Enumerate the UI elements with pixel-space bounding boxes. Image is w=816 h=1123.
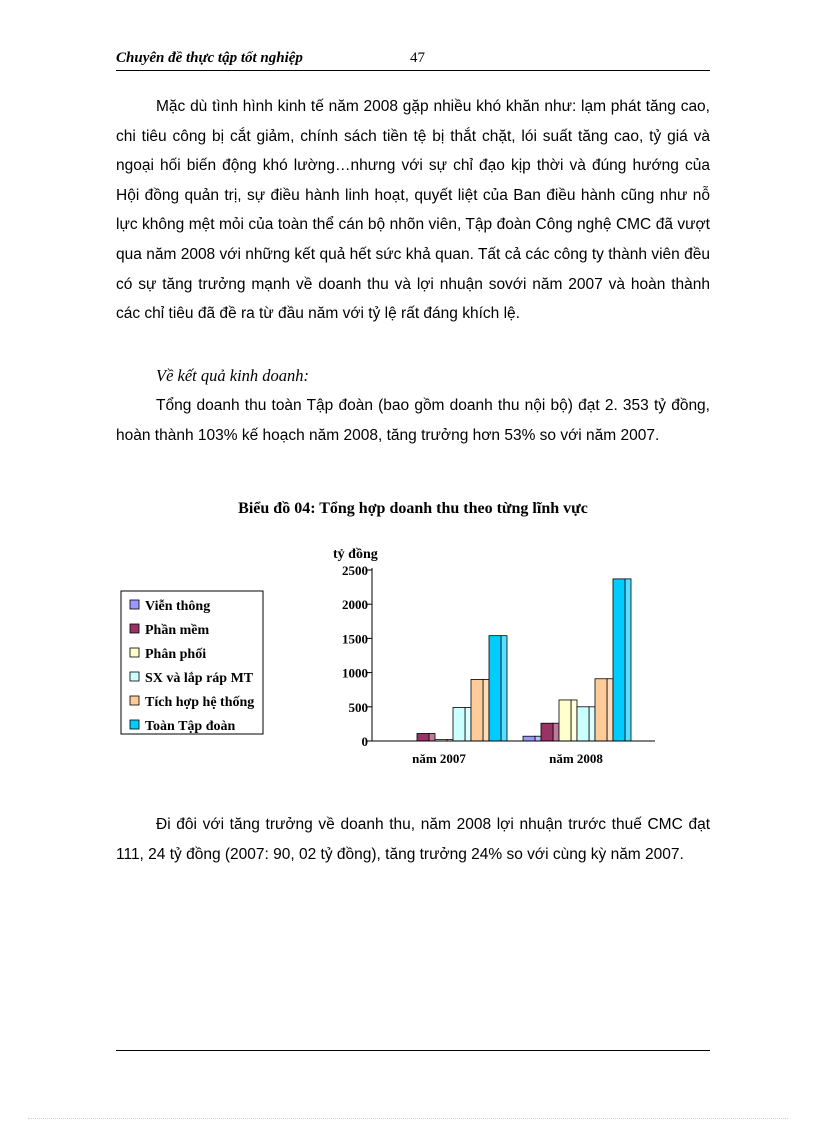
paragraph-total-revenue: Tổng doanh thu toàn Tập đoàn (bao gồm doanh thu nội bộ) đạt 2. 353 tỷ đồng, hoàn thành 103% kế hoạch năm 2008, tăng trưởng hơn 53% so với năm 2007. [116, 397, 710, 444]
section-heading-business-results: Về kết quả kinh doanh: [156, 366, 310, 385]
chart-title: Biểu đồ 04: Tổng hợp doanh thu theo từng lĩnh vực [238, 500, 588, 517]
x-category-label: năm 2007 [412, 751, 466, 766]
legend-label: Toàn Tập đoàn [145, 719, 236, 734]
y-tick-label: 2000 [342, 597, 368, 613]
bar-side [465, 707, 471, 741]
bar-side [571, 700, 577, 741]
bar-side [607, 679, 613, 741]
bar [453, 707, 465, 741]
page-number: 47 [410, 50, 425, 66]
legend-swatch [130, 672, 139, 681]
legend-label: Tích hợp hệ thống [145, 695, 255, 710]
paragraph-profit: Đi đôi với tăng trưởng về doanh thu, năm 2008 lợi nhuận trước thuế CMC đạt 111, 24 tỷ đồng (2007: 90, 02 tỷ đồng), tăng trưởng 24% so với cùng kỳ năm 2007. [116, 816, 710, 863]
legend-label: Phân phối [145, 647, 207, 662]
bar-side [535, 736, 541, 741]
legend-label: Phần mềm [145, 623, 210, 638]
bar [613, 579, 625, 741]
page-edge [28, 1118, 788, 1119]
y-tick-label: 1000 [342, 665, 368, 681]
y-tick-label: 500 [348, 699, 368, 715]
bar-side [483, 679, 489, 741]
page-header [116, 48, 710, 71]
header-title: Chuyên đề thực tập tốt nghiệp [116, 50, 303, 66]
footer-rule [116, 1050, 710, 1051]
legend-swatch [130, 696, 139, 705]
bar [523, 736, 535, 741]
legend-swatch [130, 600, 139, 609]
bar [471, 679, 483, 741]
bar-side [501, 636, 507, 741]
revenue-chart [0, 535, 816, 835]
bar-side [429, 733, 435, 741]
y-tick-label: 2500 [342, 563, 368, 578]
y-axis-label: tỷ đồng [333, 547, 378, 562]
bar [489, 636, 501, 741]
bar-side [625, 579, 631, 741]
y-tick-label: 1500 [342, 631, 368, 647]
bar-side [589, 707, 595, 741]
legend-label: Viễn thông [145, 599, 211, 614]
bar [559, 700, 571, 741]
bar [577, 707, 589, 741]
y-tick-label: 0 [361, 734, 368, 749]
legend-label: SX và lắp ráp MT [145, 671, 254, 686]
x-category-label: năm 2008 [549, 751, 603, 766]
bar [541, 723, 553, 741]
legend-swatch [130, 720, 139, 729]
bar [595, 679, 607, 741]
legend-swatch [130, 648, 139, 657]
legend-swatch [130, 624, 139, 633]
paragraph-economic-context: Mặc dù tình hình kinh tế năm 2008 gặp nhiều khó khăn như: lạm phát tăng cao, chi tiêu công bị cắt giảm, chính sách tiền tệ bị thắt chặt, lói suất tăng cao, tỷ giá và ngoại hối biến động khó lường…nhưng với sự chỉ đạo kịp thời và đúng hướng của Hội đồng quản trị, sự điều hành linh hoạt, quyết liệt của Ban điều hành cũng như nỗ lực không mệt mỏi của toàn thể cán bộ nhõn viên, Tập đoàn Công nghệ CMC đã vượt qua năm 2008 với những kết quả hết sức khả quan. Tất cả các công ty thành viên đều có sự tăng trưởng mạnh về doanh thu và lợi nhuận sovới năm 2007 và hoàn thành các chỉ tiêu đã đề ra từ đầu năm với tỷ lệ rất đáng khích lệ. [116, 98, 710, 323]
bar-side [553, 723, 559, 741]
bar [417, 733, 429, 741]
